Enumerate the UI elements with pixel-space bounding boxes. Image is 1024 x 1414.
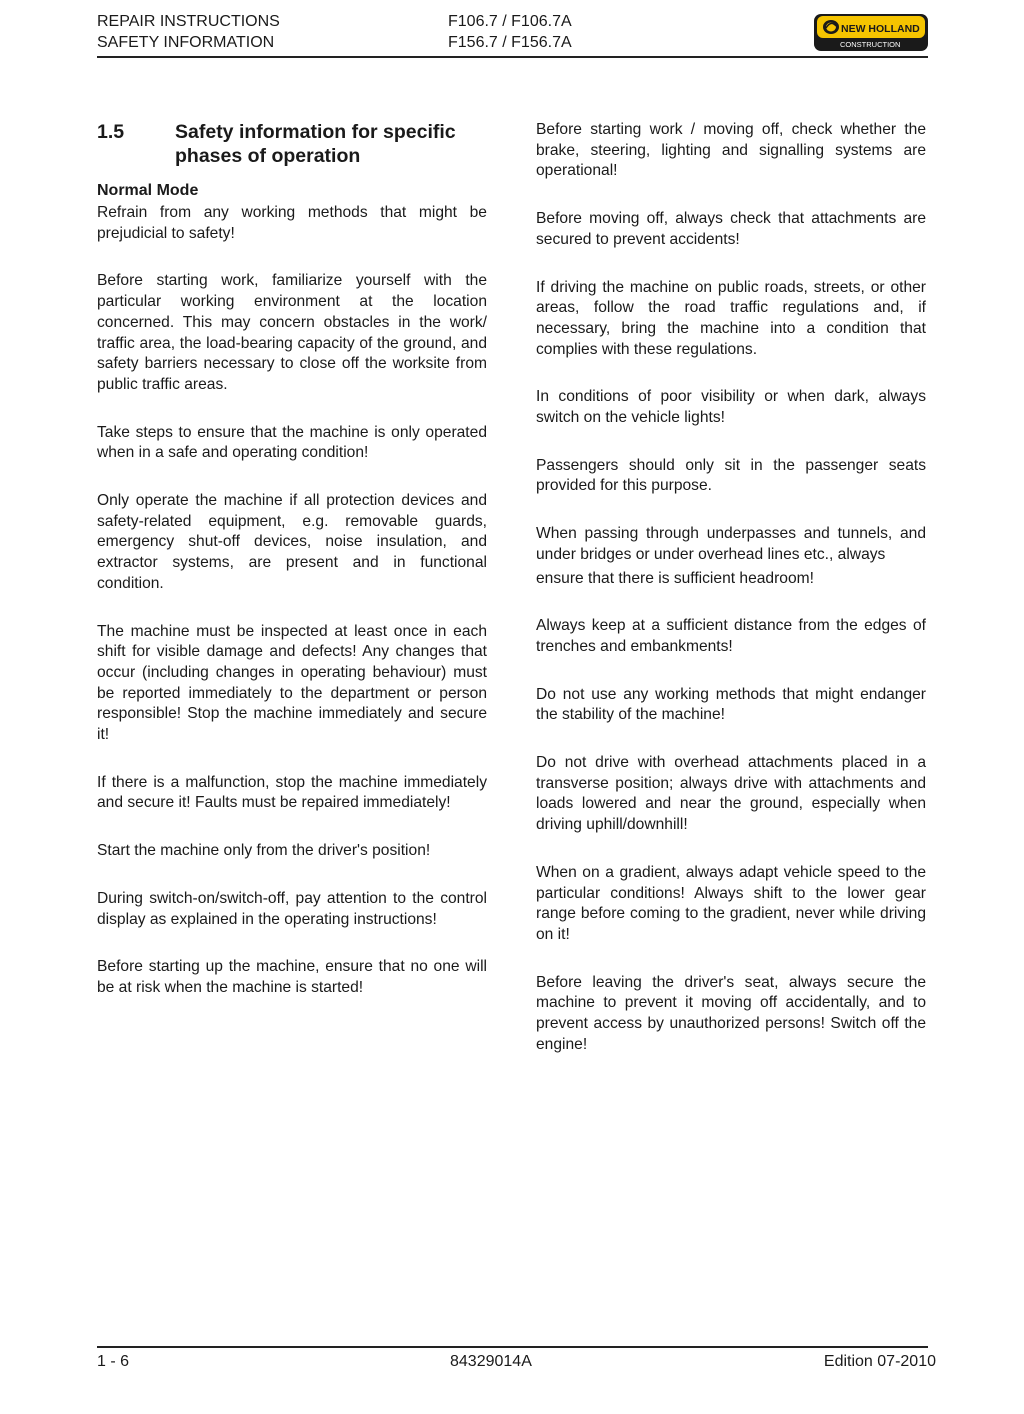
paragraph: Do not use any working methods that might endanger the stability of the machine! xyxy=(536,685,926,724)
page-footer xyxy=(97,1346,936,1378)
page-number: 1 - 6 xyxy=(97,1353,130,1370)
section-number: 1.5 xyxy=(97,121,125,143)
paragraph: Before starting up the machine, ensure that no one will be at risk when the machine is started! xyxy=(97,958,487,996)
model-line-1: F106.7 / F106.7A xyxy=(448,13,572,30)
paragraph: Before starting work / moving off, check whether the brake, steering, lighting and signalling systems are operational! xyxy=(536,121,926,180)
paragraph: Before starting work, familiarize yourself with the particular working environment at the location concerned. This may concern obstacles in the work/ traffic area, the load-bearing capacity of the ground, and safety barriers necessary to close off the worksite from public traffic areas. xyxy=(97,272,487,393)
header-title: REPAIR INSTRUCTIONS xyxy=(97,13,280,30)
section-heading xyxy=(97,120,487,168)
model-line-2: F156.7 / F156.7A xyxy=(448,34,572,51)
paragraph: Refrain from any working methods that might be prejudicial to safety! xyxy=(97,204,487,242)
document-number: 84329014A xyxy=(450,1353,532,1370)
paragraph: Before leaving the driver's seat, always secure the machine to prevent it moving off accidentally, and to prevent access by unauthorized persons! Switch off the engine! xyxy=(536,973,926,1053)
paragraph: If there is a malfunction, stop the machine immediately and secure it! Faults must be repaired immediately! xyxy=(97,773,487,812)
paragraph: ensure that there is sufficient headroom! xyxy=(536,569,814,587)
paragraph: In conditions of poor visibility or when dark, always switch on the vehicle lights! xyxy=(536,388,926,427)
paragraph: Passengers should only sit in the passenger seats provided for this purpose. xyxy=(536,456,926,495)
section-title: Safety information for specific phases of operation xyxy=(175,121,456,167)
paragraph: Only operate the machine if all protection devices and safety-related equipment, e.g. removable guards, emergency shut-off devices, noise insulation, and extractor systems, are present and in functional condition. xyxy=(97,492,487,592)
logo-leaf-icon xyxy=(823,20,839,34)
left-column xyxy=(97,120,487,1026)
subheading-normal-mode: Normal Mode xyxy=(97,182,199,199)
paragraph: Before moving off, always check that attachments are secured to prevent accidents! xyxy=(536,210,926,248)
paragraph: When on a gradient, always adapt vehicle speed to the particular conditions! Always shift to the lower gear range before coming to the gradient, never while driving on it! xyxy=(536,863,926,943)
paragraph: During switch-on/switch-off, pay attention to the control display as explained in the operating instructions! xyxy=(97,889,487,928)
right-column xyxy=(536,120,926,1083)
paragraph: If driving the machine on public roads, streets, or other areas, follow the road traffic regulations and, if necessary, bring the machine into a condition that complies with these regulations. xyxy=(536,278,926,358)
paragraph: The machine must be inspected at least once in each shift for visible damage and defects! Any changes that occur (including changes in operating behaviour) must be reported immediately to the department or person responsible! Stop the machine immediately and secure it! xyxy=(97,622,487,744)
paragraph: When passing through underpasses and tunnels, and under bridges or under overhead lines etc., always xyxy=(536,525,926,563)
paragraph: Do not drive with overhead attachments placed in a transverse position; always drive with attachments and loads lowered and near the ground, especially when driving uphill/downhill! xyxy=(536,754,926,834)
header-left xyxy=(97,11,280,53)
new-holland-logo xyxy=(814,14,928,51)
header-models xyxy=(448,11,572,53)
logo-text-bottom: CONSTRUCTION xyxy=(840,40,901,49)
paragraph: Start the machine only from the driver's position! xyxy=(97,842,431,860)
logo-text-top: NEW HOLLAND xyxy=(841,23,920,35)
paragraph: Always keep at a sufficient distance from the edges of trenches and embankments! xyxy=(536,617,926,655)
page-header xyxy=(97,10,928,58)
edition: Edition 07-2010 xyxy=(823,1353,936,1370)
header-subtitle: SAFETY INFORMATION xyxy=(97,34,275,51)
paragraph: Take steps to ensure that the machine is only operated when in a safe and operating condition! xyxy=(97,423,487,462)
